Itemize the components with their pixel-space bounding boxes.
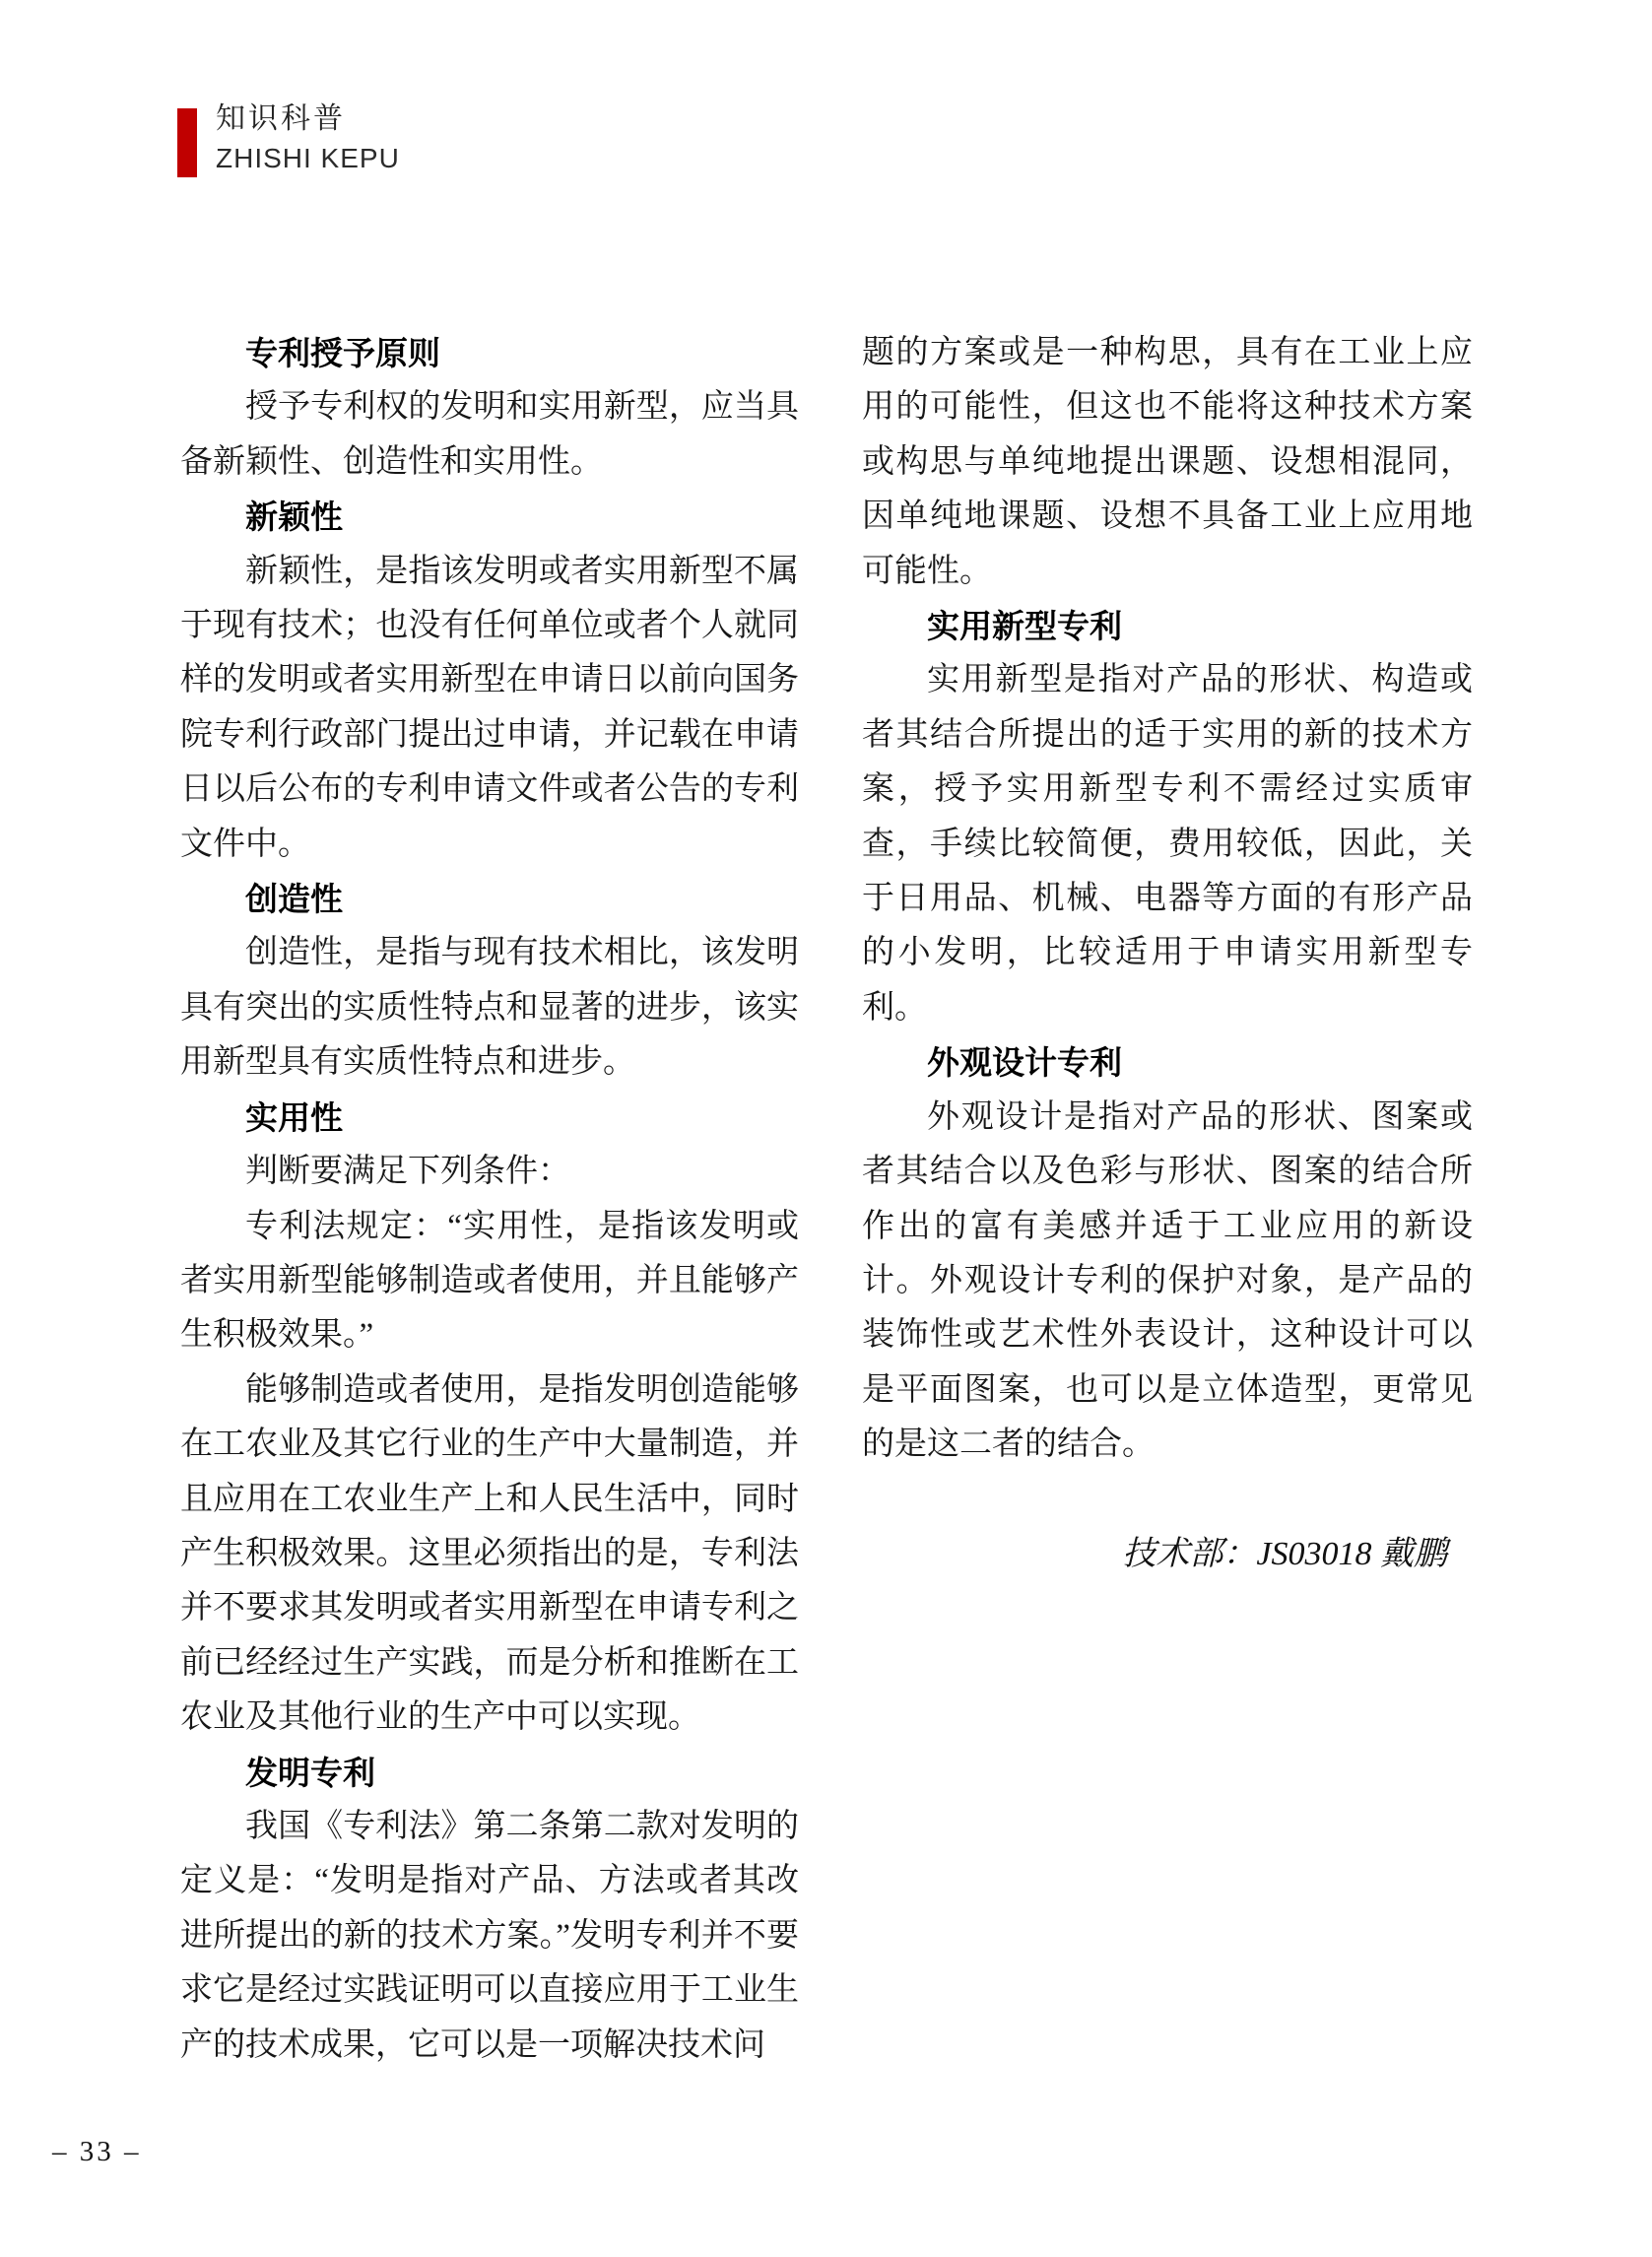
author-signature: 技术部：JS03018 戴鹏 bbox=[1122, 1535, 1447, 1572]
body-paragraph: 我国《专利法》第二条第二款对发明的定义是：“发明是指对产品、方法或者其改进所提出的新的技术方案。”发明专利并不要求它是经过实践证明可以直接应用于工业生产的技术成果，它可以是一项解决技术问 bbox=[180, 1808, 799, 2063]
left-column bbox=[180, 326, 799, 2073]
body-paragraph: 专利法规定：“实用性，是指该发明或者实用新型能够制造或者使用，并且能够产生积极效果。” bbox=[180, 1208, 799, 1354]
section-heading-invention-patent: 发明专利 bbox=[245, 1754, 375, 1791]
body-paragraph: 实用新型是指对产品的形状、构造或者其结合所提出的适于实用的新的技术方案，授予实用新型专利不需经过实质审查，手续比较简便，费用较低，因此，关于日用品、机械、电器等方面的有形产品的小发明，比较适用于申请实用新型专利。 bbox=[862, 662, 1473, 1026]
body-paragraph: 能够制造或者使用，是指发明创造能够在工农业及其它行业的生产中大量制造，并且应用在工农业生产上和人民生活中，同时产生积极效果。这里必须指出的是，专利法并不要求其发明或者实用新型在申请专利之前已经经过生产实践，而是分析和推断在工农业及其他行业的生产中可以实现。 bbox=[180, 1371, 799, 1736]
section-heading-patent-grant-principles: 专利授予原则 bbox=[245, 335, 440, 371]
body-paragraph: 创造性，是指与现有技术相比，该发明具有突出的实质性特点和显著的进步，该实用新型具有实质性特点和进步。 bbox=[180, 935, 799, 1081]
header-accent-bar bbox=[177, 108, 197, 177]
body-paragraph-continued: 题的方案或是一种构思，具有在工业上应用的可能性，但这也不能将这种技术方案或构思与单纯地提出课题、设想相混同，因单纯地课题、设想不具备工业上应用地可能性。 bbox=[862, 335, 1473, 589]
section-heading-novelty: 新颖性 bbox=[245, 498, 343, 536]
section-heading-inventiveness: 创造性 bbox=[245, 881, 343, 918]
section-heading-design-patent: 外观设计专利 bbox=[927, 1044, 1122, 1082]
body-paragraph: 判断要满足下列条件： bbox=[245, 1154, 570, 1190]
header-category-english: ZHISHI KEPU bbox=[216, 143, 400, 173]
header-category-chinese: 知识科普 bbox=[216, 102, 346, 135]
body-paragraph: 新颖性，是指该发明或者实用新型不属于现有技术；也没有任何单位或者个人就同样的发明或者实用新型在申请日以前向国务院专利行政部门提出过申请，并记载在申请日以后公布的专利申请文件或者公告的专利文件中。 bbox=[180, 553, 799, 862]
right-column bbox=[862, 326, 1473, 1581]
body-paragraph: 授予专利权的发明和实用新型，应当具备新颖性、创造性和实用性。 bbox=[180, 389, 799, 480]
body-paragraph: 外观设计是指对产品的形状、图案或者其结合以及色彩与形状、图案的结合所作出的富有美感并适于工业应用的新设计。外观设计专利的保护对象，是产品的装饰性或艺术性外表设计，这种设计可以是平面图案，也可以是立体造型，更常见的是这二者的结合。 bbox=[862, 1098, 1473, 1463]
section-heading-utility: 实用性 bbox=[245, 1098, 343, 1136]
section-heading-utility-model-patent: 实用新型专利 bbox=[927, 608, 1122, 645]
page-number: – 33 – bbox=[52, 2136, 142, 2167]
